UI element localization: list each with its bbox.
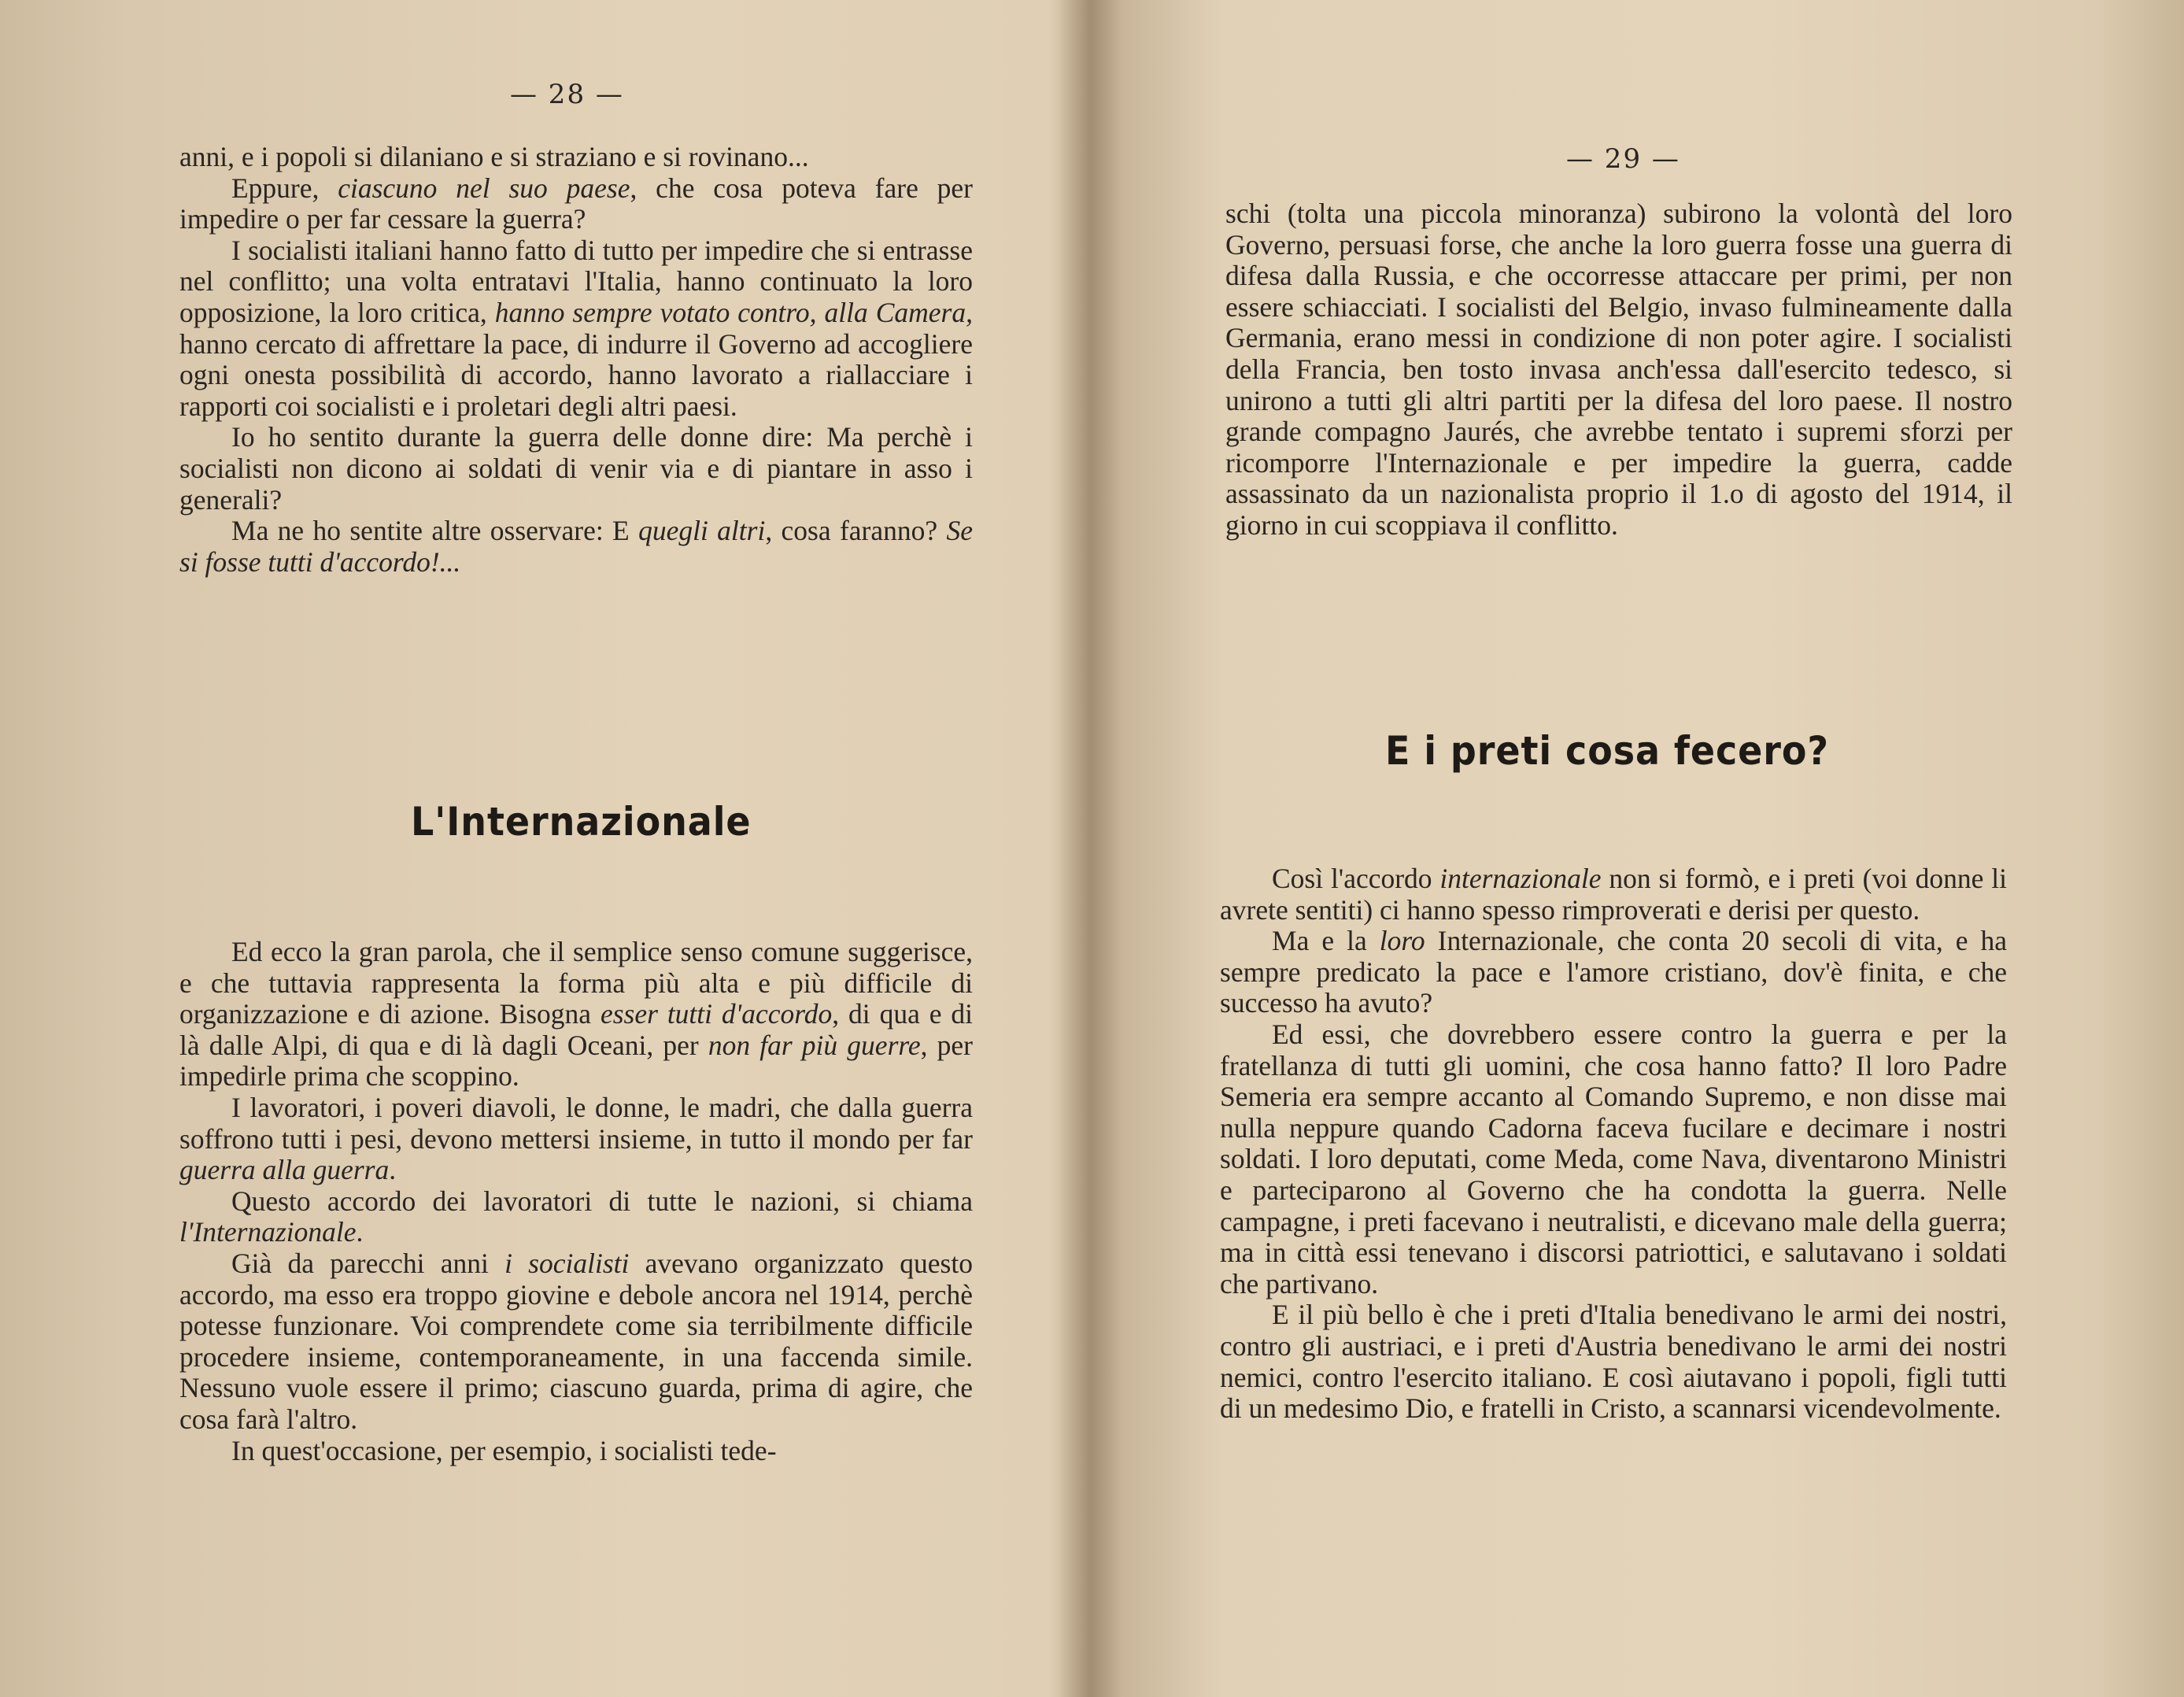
italic-text: l'Internazionale [179, 1216, 357, 1248]
paragraph: Ed essi, che dovrebbero essere contro la guerra e per la fratellanza di tutti gli uomini, che cosa hanno fatto? Il loro Padre Semeria era sempre accanto al Comando Supremo, e non disse mai nulla neppure quando Cadorna faceva fucilare e decimare i nostri soldati. I loro deputati, come Meda, come Nava, diventarono Ministri e parteciparono al Governo che ha condotta la guerra. Nelle campagne, i preti facevano i neutralisti, e dicevano male della guerra; ma in città essi tenevano i discorsi patriottici, e salutavano i soldati che partivano. [1220, 1018, 2007, 1300]
italic-text: internazionale [1439, 863, 1602, 894]
paragraph: In quest'occasione, per esempio, i socialisti tede- [231, 1434, 777, 1466]
page-number: — 29 — [1566, 143, 1680, 175]
paragraph: Ed ecco la gran parola, che il semplice senso comune suggerisce, e che tuttavia rappresenta la forma più alta e più difficile di organizzazione e di azione. Bisogna esser tutti d'accordo, di qua e di là dalle Alpi, di qua e di là dagli Oceani, per non far più guerre, per impedirle prima che scoppino. [179, 936, 974, 1093]
italic-text: ciascuno nel suo paese [338, 172, 630, 204]
italic-text: quegli altri [638, 515, 766, 547]
italic-text: hanno sempre votato contro, alla Camera, [494, 296, 973, 328]
paragraph: I socialisti italiani hanno fatto di tutto per impedire che si entrasse nel conflitto; una volta entratavi l'Italia, hanno continuato la loro opposizione, la loro critica, hanno sempre votato contro, alla Camera, hanno cercato di affrettare la pace, di indurre il Governo ad accogliere ogni onesta possibilità di accordo, hanno lavorato a riallacciare i rapporti coi socialisti e i proletari degli altri paesi. [179, 234, 973, 422]
italic-text: Se si fosse tutti d'accordo!... [179, 515, 973, 578]
paragraph: Ma ne ho sentite altre osservare: E quegli altri, cosa faranno? Se si fosse tutti d'accordo!... [179, 515, 973, 578]
section-heading: L'Internazionale [411, 799, 752, 845]
italic-text: loro [1379, 925, 1425, 957]
paragraph: anni, e i popoli si dilaniano e si straziano e si rovinano... [179, 141, 809, 172]
paragraph: Eppure, ciascuno nel suo paese, che cosa poteva fare per impedire o per far cessare la guerra? [179, 172, 973, 235]
section-heading: E i preti cosa fecero? [1385, 728, 1830, 774]
paragraph: Io ho sentito durante la guerra delle donne dire: Ma perchè i socialisti non dicono ai soldati di venir via e di piantare in asso i generali? [179, 421, 973, 516]
right-page [1090, 0, 2184, 1697]
italic-text: esser tutti d'accordo [600, 998, 833, 1030]
paragraph: schi (tolta una piccola minoranza) subirono la volontà del loro Governo, persuasi forse, che anche la loro guerra fosse una guerra di difesa dalla Russia, e che occorresse attaccare per primi, per non essere schiacciati. I socialisti del Belgio, invaso fulmineamente dalla Germania, erano messi in condizione di non poter agire. I socialisti della Francia, ben tosto invasa anch'essa dall'esercito tedesco, si unirono a tutti gli altri partiti per la difesa del loro paese. Il nostro grande compagno Jaurés, che avrebbe tentato i supremi sforzi per ricomporre l'Internazionale e per impedire la guerra, cadde assassinato da un nazionalista proprio il 1.o di agosto del 1914, il giorno in cui scoppiava il conflitto. [1225, 198, 2012, 541]
paragraph: E il più bello è che i preti d'Italia benedivano le armi dei nostri, contro gli austriaci, e i preti d'Austria benedivano le armi dei nostri nemici, contro l'esercito italiano. E così aiutavano i popoli, figli tutti di un medesimo Dio, e fratelli in Cristo, a scannarsi vicendevolmente. [1220, 1299, 2007, 1425]
paragraph: Già da parecchi anni i socialisti avevano organizzato questo accordo, ma esso era troppo giovine e debole ancora nel 1914, perchè potesse funzionare. Voi comprendete come sia terribilmente difficile procedere insieme, contemporaneamente, in una faccenda simile. Nessuno vuole essere il primo; ciascuno guarda, prima di agire, che cosa farà l'altro. [179, 1247, 973, 1435]
paragraph: Questo accordo dei lavoratori di tutte le nazioni, si chiama l'Internazionale. [179, 1185, 973, 1248]
paragraph: Così l'accordo internazionale non si formò, e i preti (voi donne li avrete sentiti) ci hanno spesso rimproverati e derisi per questo. [1220, 863, 2007, 926]
italic-text: non far più guerre [708, 1029, 921, 1061]
text-block [1225, 198, 2012, 542]
paragraph: Ma e la loro Internazionale, che conta 20 secoli di vita, e ha sempre predicato la pace e l'amore cristiano, dov'è finita, e che successo ha avuto? [1220, 925, 2007, 1019]
page-number: — 28 — [510, 79, 624, 110]
text-block [179, 142, 973, 578]
text-block [179, 937, 973, 1466]
paragraph: I lavoratori, i poveri diavoli, le donne, le madri, che dalla guerra soffrono tutti i pesi, devono mettersi insieme, in tutto il mondo per far guerra alla guerra. [179, 1091, 973, 1186]
left-page [0, 0, 1090, 1697]
italic-text: guerra alla guerra [179, 1154, 390, 1186]
italic-text: i socialisti [504, 1247, 630, 1279]
text-block [1220, 863, 2007, 1425]
